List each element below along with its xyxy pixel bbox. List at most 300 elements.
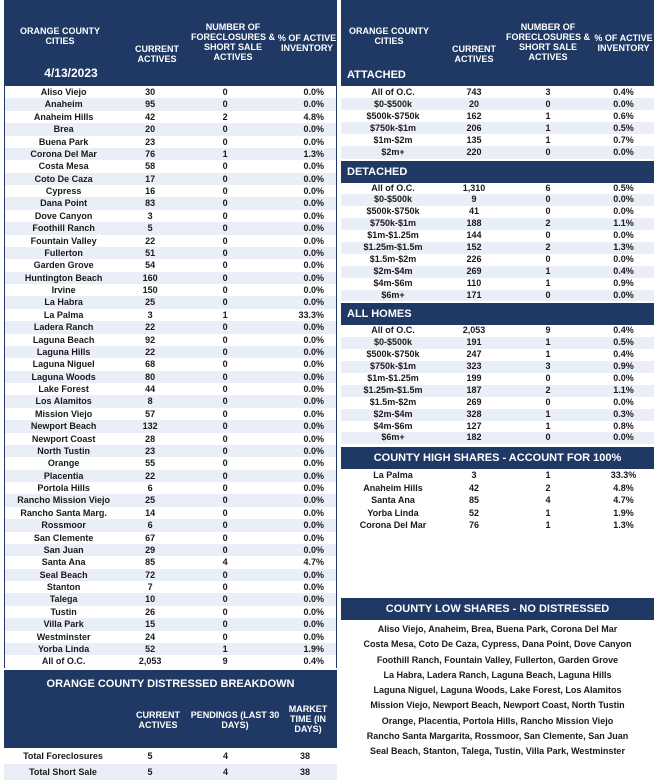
row-current: 25 — [145, 495, 156, 506]
table-row — [5, 346, 336, 358]
row-value: 1.3% — [613, 242, 634, 253]
row-label: $1.5m-$2m — [369, 396, 417, 407]
row-count: 0 — [222, 322, 228, 333]
table-row — [341, 519, 654, 531]
row-label: Westminster — [36, 631, 91, 642]
row-label: Yorba Linda — [367, 507, 419, 518]
right-panel — [341, 0, 654, 757]
row-label: Anaheim — [44, 99, 83, 110]
row-current: 135 — [466, 135, 482, 146]
table-row — [5, 296, 336, 308]
row-current: 8 — [147, 396, 153, 407]
row-count: 2 — [222, 111, 228, 122]
row-count: 0 — [545, 99, 551, 110]
row-label: Fullerton — [44, 247, 83, 258]
row-count: 0 — [222, 507, 228, 518]
row-value: 1.1% — [613, 218, 634, 229]
row-current: 24 — [145, 631, 156, 642]
row-current: 1,310 — [462, 182, 486, 193]
row-count: 1 — [545, 135, 551, 146]
row-current: 182 — [466, 432, 482, 443]
row-current: 42 — [468, 482, 479, 493]
row-current: 20 — [468, 99, 479, 110]
table-row — [341, 290, 654, 302]
row-count: 1 — [545, 408, 551, 419]
row-current: 26 — [145, 606, 156, 617]
row-current: 269 — [466, 265, 482, 276]
row-count: 0 — [222, 285, 228, 295]
row-current: 76 — [468, 519, 479, 530]
row-value: 0.0% — [303, 520, 324, 531]
row-current: 150 — [142, 285, 158, 295]
row-value: 4.7% — [303, 557, 324, 568]
row-count: 0 — [545, 373, 551, 384]
row-value: 0.6% — [613, 111, 634, 122]
row-label: Santa Ana — [371, 495, 415, 506]
table-row — [5, 593, 336, 605]
table-row — [5, 631, 336, 643]
row-current: 5 — [147, 223, 153, 234]
row-value: 0.5% — [613, 123, 634, 134]
table-row — [5, 185, 336, 197]
row-value: 0.0% — [303, 421, 324, 432]
high-shares-title: COUNTY HIGH SHARES - ACCOUNT FOR 100% — [341, 447, 654, 469]
row-current: 220 — [466, 147, 482, 158]
low-shares-line: Foothill Ranch, Fountain Valley, Fullerton, Garden Grove — [376, 654, 619, 665]
row-current: 187 — [466, 384, 482, 395]
row-label: Corona Del Mar — [359, 519, 427, 530]
table-row — [5, 643, 336, 655]
row-current: 25 — [145, 297, 156, 308]
row-label: Laguna Hills — [36, 346, 91, 357]
row-label: Lake Forest — [38, 384, 89, 394]
table-row — [5, 532, 336, 544]
table-row — [5, 408, 336, 420]
row-count: 0 — [222, 582, 228, 592]
table-row — [5, 457, 336, 469]
row-current: 44 — [145, 384, 156, 394]
table-row — [5, 148, 336, 160]
row-label: $0-$500k — [373, 194, 413, 205]
row-current: 14 — [145, 507, 156, 518]
row-value: 0.0% — [303, 173, 324, 184]
table-row — [5, 482, 336, 494]
row-label: Santa Ana — [41, 557, 86, 568]
table-row — [341, 146, 654, 158]
row-count: 1 — [222, 148, 228, 159]
table-row — [5, 358, 336, 370]
left-title: ORANGE COUNTY CITIES — [19, 26, 100, 46]
row-count: 2 — [545, 242, 551, 253]
table-row — [341, 361, 654, 373]
row-label: Yorba Linda — [37, 643, 90, 654]
row-count: 0 — [222, 520, 228, 531]
row-current: 72 — [145, 569, 156, 580]
row-label: North Tustin — [37, 445, 91, 456]
row-value: 0.0% — [613, 206, 634, 217]
row-label: Coto De Caza — [34, 173, 93, 184]
row-label: Rossmoor — [41, 520, 86, 531]
row-count: 1 — [545, 265, 551, 276]
row-count: 0 — [222, 384, 228, 394]
row-label: Newport Beach — [30, 421, 97, 432]
row-current: 6 — [147, 520, 153, 531]
row-value: 0.5% — [613, 337, 634, 348]
row-value: 0.0% — [303, 582, 324, 592]
row-count: 0 — [222, 458, 228, 469]
table-row — [5, 259, 336, 271]
row-value: 0.0% — [303, 532, 324, 543]
row-count: 1 — [545, 420, 551, 431]
row-label: $2m+ — [381, 147, 405, 158]
row-label: Brea — [53, 124, 74, 135]
row-count: 0 — [222, 619, 228, 630]
row-value: 0.0% — [303, 161, 324, 172]
row-value: 0.4% — [613, 349, 634, 360]
row-current: 28 — [145, 433, 156, 444]
row-count: 0 — [222, 594, 228, 605]
row-count: 1 — [545, 337, 551, 348]
row-count: 0 — [222, 136, 228, 147]
row-count: 0 — [545, 194, 551, 205]
table-row — [5, 494, 336, 506]
row-label: $500k-$750k — [366, 349, 420, 360]
row-count: 0 — [222, 483, 228, 493]
row-value: 1.9% — [303, 643, 324, 654]
row-current: 247 — [466, 349, 482, 360]
row-count: 0 — [545, 230, 551, 241]
row-label: $1.5m-$2m — [369, 253, 417, 264]
row-value: 1.1% — [613, 384, 634, 395]
row-current: 10 — [145, 594, 156, 605]
table-row — [5, 606, 336, 618]
row-label: Villa Park — [43, 619, 84, 630]
row-label: All of O.C. — [371, 182, 415, 193]
row-current: 85 — [145, 557, 156, 568]
table-row — [341, 373, 654, 385]
row-value: 0.0% — [303, 124, 324, 135]
row-label: La Palma — [373, 470, 413, 481]
row-label: Placentia — [43, 470, 84, 481]
low-shares-line: Costa Mesa, Coto De Caza, Cypress, Dana Point, Dove Canyon — [363, 639, 632, 650]
row-current: 80 — [145, 371, 156, 382]
row-value: 0.0% — [303, 198, 324, 209]
row-count: 0 — [222, 359, 228, 370]
row-value: 0.0% — [613, 147, 634, 158]
row-value: 0.0% — [303, 507, 324, 518]
row-count: 0 — [222, 272, 228, 283]
row-value: 0.5% — [613, 182, 634, 193]
row-value: 0.0% — [303, 606, 324, 617]
row-current: 83 — [145, 198, 156, 209]
row-current: 52 — [145, 643, 156, 654]
table-row — [5, 86, 336, 98]
table-row — [5, 321, 336, 333]
row-label: Total Foreclosures — [23, 750, 103, 761]
row-label: Newport Coast — [31, 433, 96, 444]
table-row — [341, 507, 654, 519]
row-value: 0.0% — [303, 458, 324, 469]
left-header — [4, 0, 337, 86]
row-count: 0 — [222, 445, 228, 456]
row-count: 1 — [545, 277, 551, 288]
row-current: 323 — [466, 361, 482, 372]
row-label: $500k-$750k — [366, 206, 420, 217]
detached-title: DETACHED — [341, 161, 654, 183]
row-count: 2 — [545, 218, 551, 229]
row-current: 23 — [145, 445, 156, 456]
table-row — [341, 337, 654, 349]
row-current: 328 — [466, 408, 482, 419]
row-current: 5 — [147, 750, 153, 761]
row-count: 0 — [222, 495, 228, 506]
row-count: 0 — [222, 606, 228, 617]
row-current: 206 — [466, 123, 482, 134]
row-current: 269 — [466, 396, 482, 407]
row-label: Anaheim Hills — [33, 111, 94, 122]
row-label: Mission Viejo — [34, 408, 93, 419]
row-label: Portola Hills — [37, 483, 90, 493]
row-label: $6m+ — [381, 432, 405, 443]
row-value: 0.0% — [613, 396, 634, 407]
row-label: Huntington Beach — [24, 272, 103, 283]
row-label: $2m-$4m — [373, 408, 413, 419]
left-city-table — [4, 86, 337, 668]
distressed-title: ORANGE COUNTY DISTRESSED BREAKDOWN — [4, 670, 337, 698]
row-value: 1.3% — [613, 519, 634, 530]
row-count: 1 — [545, 111, 551, 122]
row-current: 226 — [466, 253, 482, 264]
row-current: 68 — [145, 359, 156, 370]
row-label: Laguna Niguel — [32, 359, 95, 370]
row-value: 38 — [299, 766, 310, 777]
row-label: $1.25m-$1.5m — [363, 242, 423, 253]
row-value: 1.9% — [613, 507, 634, 518]
table-row — [5, 272, 336, 284]
row-value: 0.0% — [613, 373, 634, 384]
row-current: 54 — [145, 260, 156, 271]
row-current: 41 — [468, 206, 479, 217]
table-row — [5, 98, 336, 110]
table-row — [5, 222, 336, 234]
row-current: 3 — [471, 470, 477, 481]
table-row — [341, 432, 654, 444]
row-label: $750k-$1m — [369, 218, 417, 229]
row-current: 55 — [145, 458, 156, 469]
row-current: 29 — [145, 544, 156, 555]
row-current: 16 — [145, 186, 156, 196]
table-row — [5, 433, 336, 445]
row-current: 30 — [145, 87, 156, 97]
low-shares-line: Seal Beach, Stanton, Talega, Tustin, Villa Park, Westminster — [370, 746, 625, 757]
distressed-section — [4, 670, 337, 780]
row-value: 0.9% — [613, 277, 634, 288]
row-value: 0.0% — [303, 272, 324, 283]
row-label: Costa Mesa — [38, 161, 89, 172]
row-current: 144 — [466, 230, 482, 241]
table-row — [341, 183, 654, 195]
row-current: 3 — [147, 210, 153, 221]
row-label: Talega — [49, 594, 78, 605]
table-row — [341, 469, 654, 481]
distressed-header — [4, 698, 337, 748]
table-row — [5, 507, 336, 519]
row-label: Garden Grove — [33, 260, 94, 271]
row-count: 0 — [222, 210, 228, 221]
row-count: 0 — [545, 147, 551, 158]
table-row — [341, 325, 654, 337]
row-label: La Palma — [43, 309, 84, 320]
table-row — [341, 266, 654, 278]
table-row — [341, 98, 654, 110]
row-value: 0.0% — [613, 253, 634, 264]
table-row — [5, 581, 336, 593]
table-row — [341, 218, 654, 230]
row-value: 0.9% — [613, 361, 634, 372]
row-current: 127 — [466, 420, 482, 431]
table-row — [341, 206, 654, 218]
row-label: $0-$500k — [373, 99, 413, 110]
row-count: 0 — [545, 253, 551, 264]
table-row — [341, 385, 654, 397]
table-row — [5, 569, 336, 581]
row-value: 4.8% — [613, 482, 634, 493]
row-value: 0.4% — [613, 325, 634, 336]
allhomes-table — [341, 325, 654, 444]
row-value: 0.7% — [613, 135, 634, 146]
row-value: 4.7% — [613, 495, 634, 506]
row-count: 3 — [545, 87, 551, 97]
row-label: Los Alamitos — [35, 396, 92, 407]
row-label: All of O.C. — [371, 325, 415, 336]
table-row — [5, 655, 336, 667]
row-value: 0.0% — [303, 260, 324, 271]
low-shares-line: La Habra, Ladera Ranch, Laguna Beach, Laguna Hills — [383, 669, 612, 680]
row-label: All of O.C. — [371, 87, 415, 97]
row-count: 9 — [545, 325, 551, 336]
row-current: 5 — [147, 766, 153, 777]
table-row — [5, 371, 336, 383]
row-label: $1m-$1.25m — [367, 373, 419, 384]
row-current: 22 — [145, 322, 156, 333]
low-shares-title: COUNTY LOW SHARES - NO DISTRESSED — [341, 598, 654, 620]
table-row — [5, 519, 336, 531]
left-date: 4/13/2023 — [44, 66, 98, 80]
row-value: 0.0% — [303, 334, 324, 345]
row-current: 162 — [466, 111, 482, 122]
left-col-foreclosures: NUMBER OF FORECLOSURES & SHORT SALE ACTIVES — [190, 22, 275, 62]
row-label: $6m+ — [381, 289, 405, 300]
row-label: Laguna Woods — [31, 371, 96, 382]
row-count: 1 — [545, 123, 551, 134]
row-label: Irvine — [51, 285, 76, 295]
low-shares-line: Rancho Santa Margarita, Rossmoor, San Clemente, San Juan — [366, 731, 629, 742]
row-value: 0.0% — [303, 408, 324, 419]
left-col-percent: % OF ACTIVE INVENTORY — [277, 33, 337, 53]
row-label: Total Short Sale — [29, 766, 97, 777]
row-count: 0 — [222, 334, 228, 345]
row-count: 0 — [222, 631, 228, 642]
row-count: 0 — [222, 161, 228, 172]
row-value: 0.0% — [613, 432, 634, 443]
row-current: 3 — [147, 309, 153, 320]
table-row — [5, 556, 336, 568]
row-value: 0.0% — [303, 87, 324, 97]
row-label: San Clemente — [33, 532, 94, 543]
row-label: $500k-$750k — [366, 111, 420, 122]
row-label: Buena Park — [38, 136, 89, 147]
table-row — [341, 110, 654, 122]
row-current: 20 — [145, 124, 156, 135]
row-value: 0.0% — [613, 289, 634, 300]
table-row — [341, 482, 654, 494]
row-count: 3 — [545, 361, 551, 372]
row-current: 2,053 — [462, 325, 486, 336]
row-label: Laguna Beach — [32, 334, 95, 345]
row-count: 0 — [545, 396, 551, 407]
table-row — [5, 160, 336, 172]
distressed-col-current: CURRENT ACTIVES — [136, 709, 180, 730]
row-value: 0.0% — [303, 396, 324, 407]
row-current: 15 — [145, 619, 156, 630]
table-row — [4, 748, 337, 764]
row-count: 2 — [545, 384, 551, 395]
left-col-current: CURRENT ACTIVES — [135, 44, 179, 64]
row-count: 4 — [545, 495, 551, 506]
table-row — [341, 230, 654, 242]
row-count: 0 — [222, 186, 228, 196]
row-value: 0.0% — [303, 594, 324, 605]
row-current: 23 — [145, 136, 156, 147]
row-count: 1 — [545, 519, 551, 530]
row-count: 1 — [545, 507, 551, 518]
low-shares-line: Aliso Viejo, Anaheim, Brea, Buena Park, Corona Del Mar — [377, 624, 618, 634]
row-value: 33.3% — [610, 470, 637, 481]
row-count: 1 — [545, 349, 551, 360]
right-col-current: CURRENT ACTIVES — [452, 44, 496, 64]
table-row — [341, 349, 654, 361]
row-label: Seal Beach — [39, 569, 88, 580]
row-current: 7 — [147, 582, 153, 592]
table-row — [5, 235, 336, 247]
distressed-col-pendings: PENDINGS (LAST 30 DAYS) — [190, 709, 280, 730]
row-label: Fountain Valley — [30, 235, 97, 246]
distressed-table — [4, 748, 337, 780]
row-count: 4 — [222, 766, 228, 777]
row-label: Tustin — [50, 606, 77, 617]
table-row — [5, 284, 336, 296]
low-shares-line: Orange, Placentia, Portola Hills, Rancho Mission Viejo — [381, 715, 614, 726]
row-current: 57 — [145, 408, 156, 419]
row-value: 0.0% — [303, 569, 324, 580]
row-count: 0 — [545, 432, 551, 443]
row-label: $4m-$6m — [373, 420, 413, 431]
row-count: 0 — [222, 371, 228, 382]
right-col-percent: % OF ACTIVE INVENTORY — [594, 33, 653, 53]
row-label: $1m-$1.25m — [367, 230, 419, 241]
row-count: 6 — [545, 182, 551, 193]
low-shares-line: Mission Viejo, Newport Beach, Newport Coast, North Tustin — [370, 700, 625, 711]
row-count: 1 — [545, 470, 551, 481]
row-current: 76 — [145, 148, 156, 159]
row-count: 0 — [222, 99, 228, 110]
detached-table — [341, 183, 654, 302]
row-count: 4 — [222, 557, 228, 568]
table-row — [341, 278, 654, 290]
left-panel — [4, 0, 337, 780]
row-current: 51 — [145, 247, 156, 258]
row-value: 0.0% — [303, 210, 324, 221]
